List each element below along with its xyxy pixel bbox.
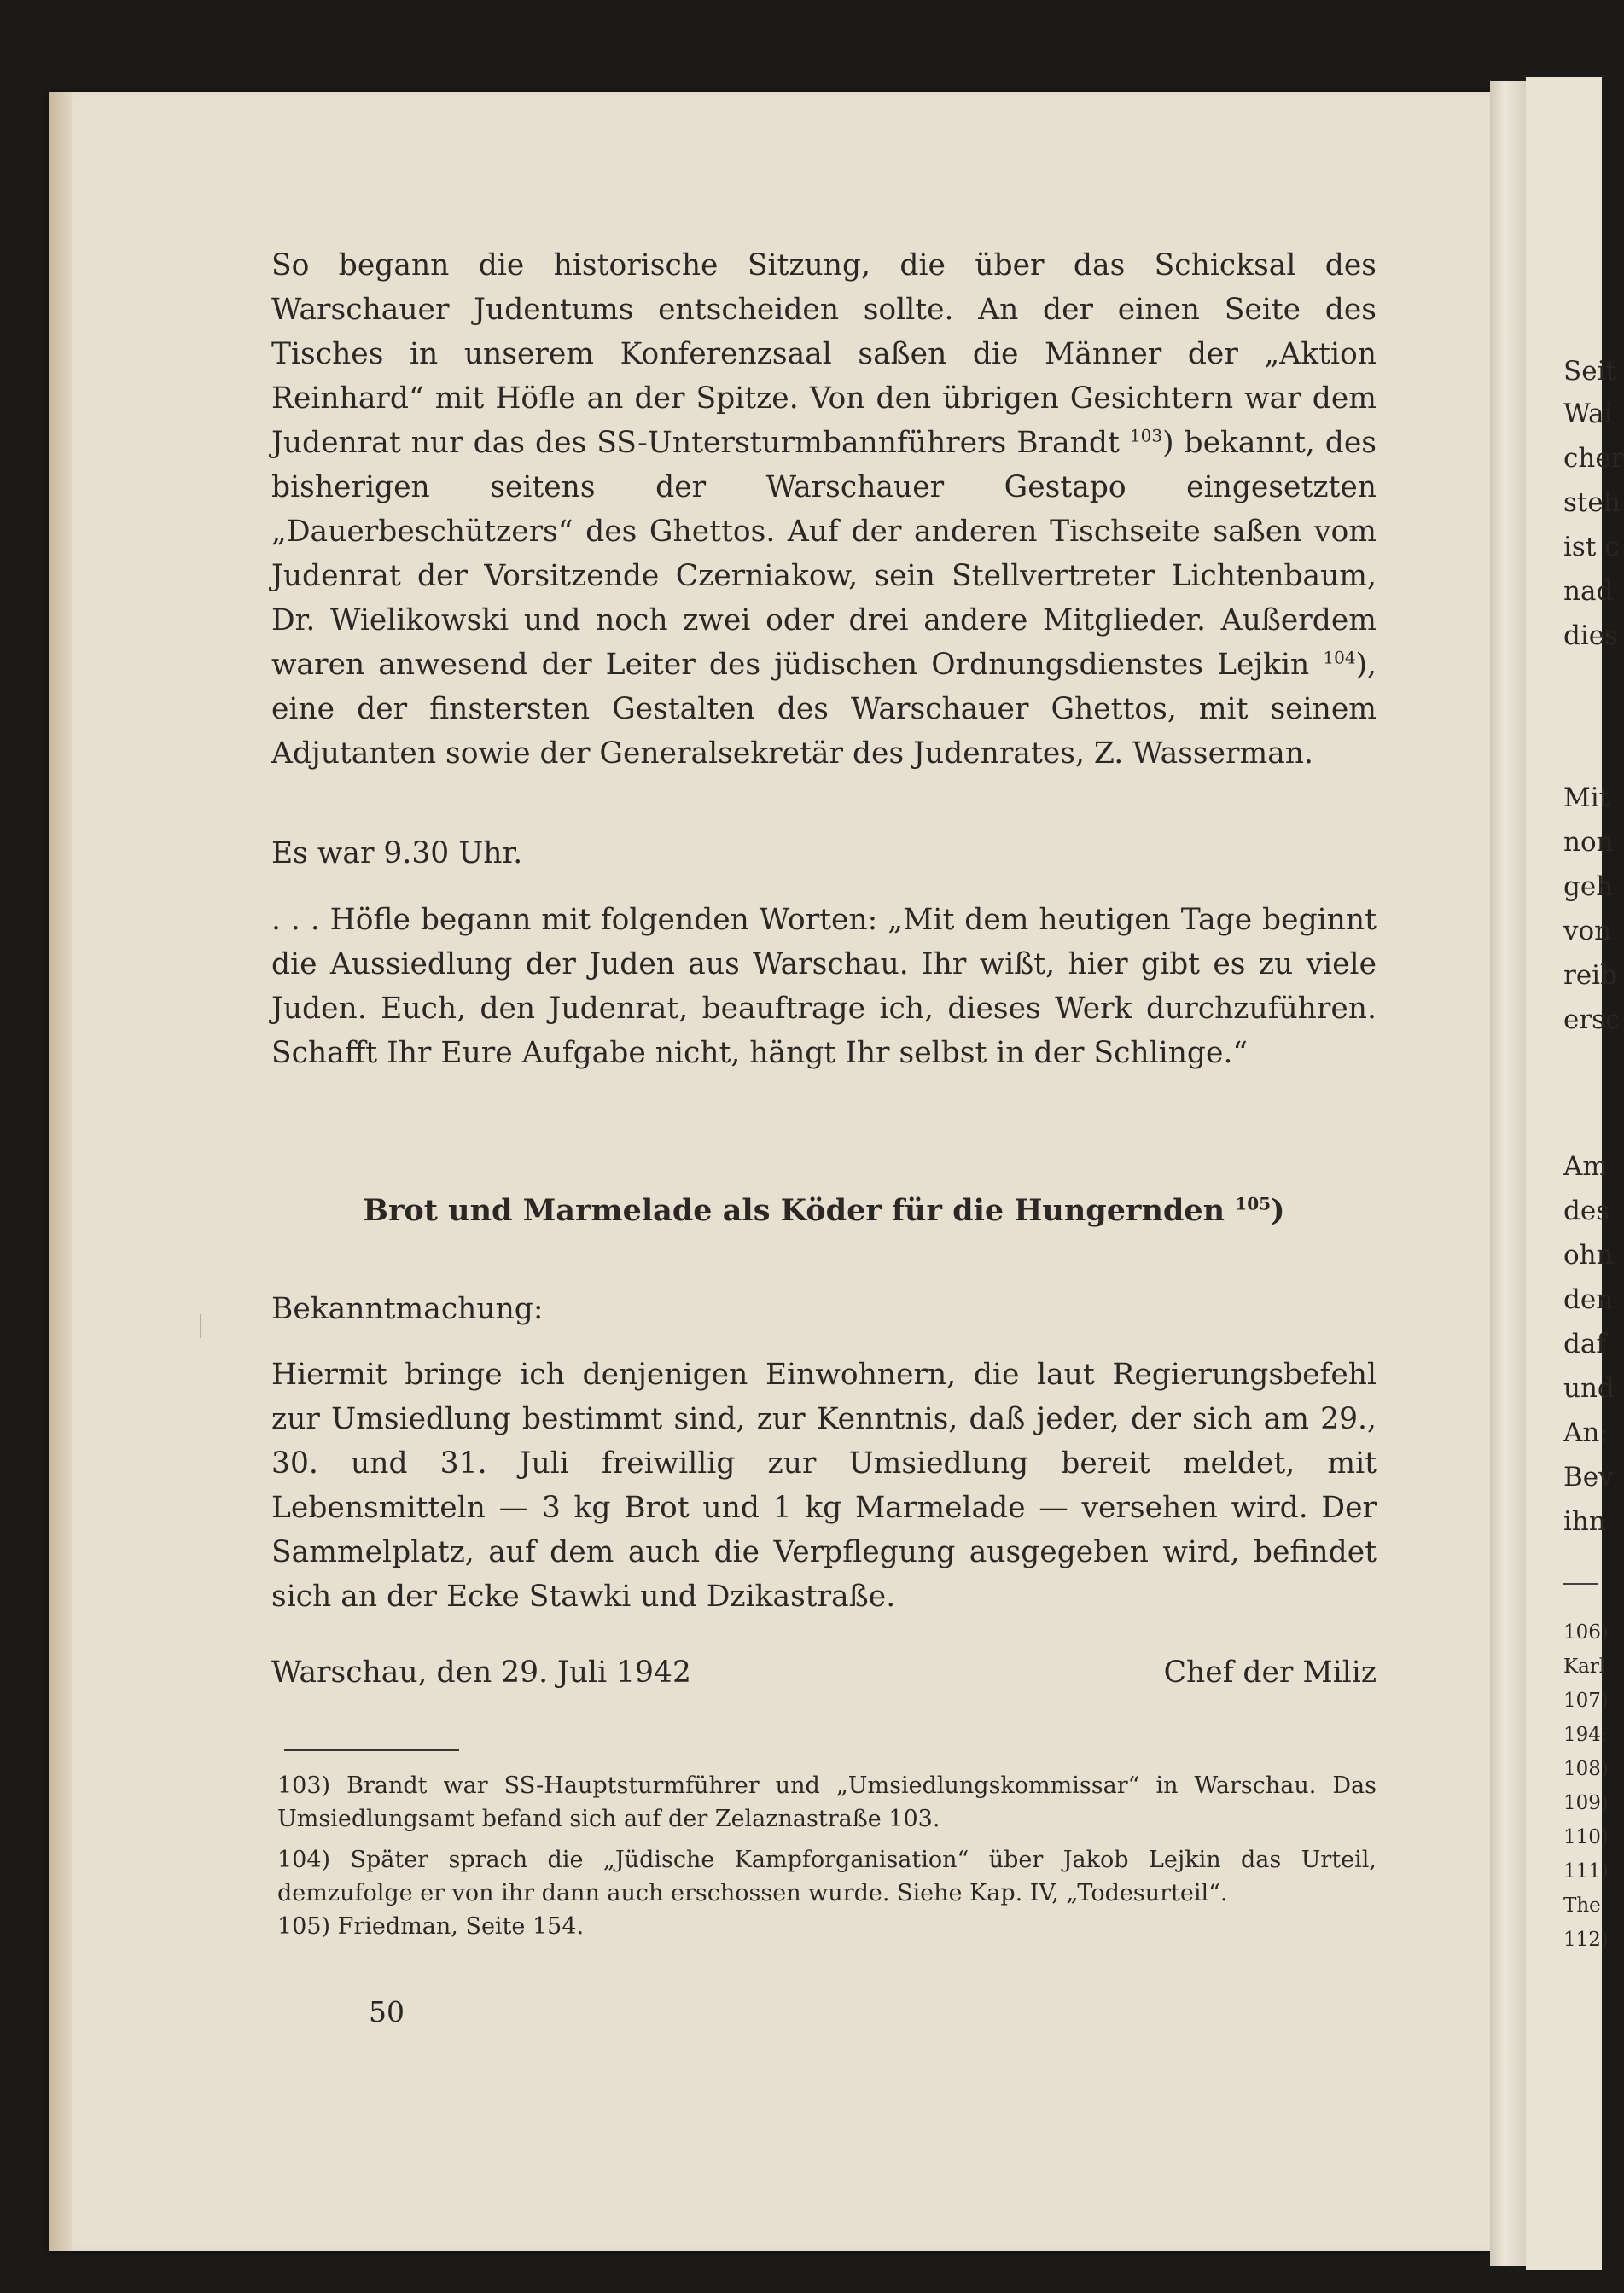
next-page-fragment: den	[1563, 1284, 1614, 1315]
next-page-fragment: und	[1563, 1373, 1615, 1404]
next-page-fragment: Seit	[1563, 356, 1616, 387]
signature-line	[271, 1656, 1377, 1690]
next-page-fragment: non	[1563, 827, 1614, 858]
next-page-fragment: The	[1563, 1894, 1601, 1917]
next-page-fragment: nad	[1563, 576, 1614, 607]
next-page-fragment: 106)	[1563, 1621, 1609, 1644]
section-heading	[271, 1193, 1377, 1228]
body-paragraph-time: Es war 9.30 Uhr.	[271, 836, 523, 870]
next-page-fragment: An:	[1563, 1417, 1609, 1448]
book-page-right-edge	[1526, 77, 1624, 2270]
footnote-ref: 104	[1323, 647, 1356, 668]
next-page-fragment: ist c	[1563, 532, 1620, 562]
heading-text: Brot und Marmelade als Köder für die Hungernden	[363, 1193, 1225, 1228]
next-page-fragment: Bev	[1563, 1462, 1614, 1493]
next-page-fragment: 107)	[1563, 1690, 1609, 1712]
next-page-fragment: Am	[1563, 1151, 1608, 1182]
footnote-103: 103) Brandt war SS-Hauptsturmführer und „Umsiedlungskommissar“ in Warschau. Das Umsiedlungsamt befand sich auf der Zelaznastraße 103.	[277, 1772, 1377, 1832]
notice-text: Hiermit bringe ich denjenigen Einwohnern, die laut Regierungsbefehl zur Umsiedlung bestimmt sind, zur Kenntnis, daß jeder, der sich am 29., 30. und 31. Juli freiwillig zur Umsiedlung bereit meldet, mit Lebensmitteln — 3 kg Brot und 1 kg Marmelade — versehen wird. Der Sammelplatz, auf dem auch die Verpflegung ausgegeben wird, befindet sich an der Ecke Stawki und Dzikastraße.	[271, 1358, 1377, 1614]
next-page-fragment: des	[1563, 1196, 1610, 1226]
next-page-fragment: ohn	[1563, 1240, 1614, 1271]
next-page-fragment: 108)	[1563, 1758, 1609, 1780]
next-page-fragment: geh	[1563, 871, 1614, 902]
next-page-fragment: 110)	[1563, 1826, 1609, 1848]
heading-paren: )	[1271, 1193, 1285, 1228]
next-page-fragment: 112)	[1563, 1929, 1609, 1951]
next-page-fragment: Karl	[1563, 1656, 1606, 1678]
footnote-ref: 103	[1129, 425, 1163, 446]
footnote-rule	[284, 1749, 459, 1751]
next-page-fragment: reib	[1563, 960, 1617, 991]
next-page-fragment: cher	[1563, 443, 1624, 474]
next-page-fragment: steh	[1563, 487, 1621, 518]
footnote-105: 105) Friedman, Seite 154.	[277, 1913, 585, 1940]
notice-label: Bekanntmachung:	[271, 1292, 544, 1326]
sign-name: Chef der Miliz	[1163, 1656, 1377, 1690]
body-paragraph-meeting	[271, 243, 1377, 776]
next-page-footnote-rule	[1563, 1583, 1598, 1585]
para-text: So begann die historische Sitzung, die über das Schicksal des Warschauer Judentums entscheiden sollte. An der einen Seite des Tisches in unserem Konferenzsaal saßen die Männer der „Aktion Reinhard“ mit Höfle an der Spitze. Von den übrigen Gesichtern war dem Judenrat nur das des SS-Untersturmbannführers Brandt	[271, 248, 1377, 460]
sign-place-date: Warschau, den 29. Juli 1942	[271, 1656, 691, 1690]
pencil-mark	[200, 1314, 201, 1338]
next-page-fragment: 111)	[1563, 1860, 1609, 1883]
footnote-ref: 105	[1235, 1193, 1272, 1214]
footnote-104: 104) Später sprach die „Jüdische Kampforganisation“ über Jakob Lejkin das Urteil, demzufolge er von ihr dann auch erschossen wurde. Siehe Kap. IV, „Todesurteil“.	[277, 1847, 1377, 1906]
next-page-fragment: ersc	[1563, 1004, 1621, 1035]
next-page-fragment: ihn	[1563, 1506, 1606, 1537]
next-page-fragment: 194:	[1563, 1724, 1608, 1746]
next-page-fragment: Wai	[1563, 399, 1613, 429]
next-page-fragment: Mit	[1563, 783, 1610, 813]
body-paragraph-speech: . . . Höfle begann mit folgenden Worten: „Mit dem heutigen Tage beginnt die Aussiedlung der Juden aus Warschau. Ihr wißt, hier gibt es zu viele Juden. Euch, den Judenrat, beauftrage ich, dieses Werk durchzuführen. Schafft Ihr Eure Aufgabe nicht, hängt Ihr selbst in der Schlinge.“	[271, 903, 1377, 1070]
page-number: 50	[369, 1995, 405, 2028]
para-text: ) bekannt, des bisherigen seitens der Warschauer Gestapo eingesetzten „Dauerbeschützers“ des Ghettos. Auf der anderen Tischseite saßen vom Judenrat der Vorsitzende Czerniakow, sein Stellvertreter Lichtenbaum, Dr. Wielikowski und noch zwei oder drei andere Mitglieder. Außerdem waren anwesend der Leiter des jüdischen Ordnungsdienstes Lejkin	[271, 426, 1377, 682]
next-page-fragment: dies	[1563, 620, 1619, 651]
book-gutter	[1490, 81, 1526, 2266]
para-text: ), eine der finstersten Gestalten des Warschauer Ghettos, mit seinem Adjutanten sowie der Generalsekretär des Judenrates, Z. Wasserman.	[271, 648, 1377, 771]
next-page-fragment: von	[1563, 916, 1612, 946]
next-page-fragment: daf	[1563, 1329, 1606, 1359]
next-page-fragment: 109)	[1563, 1792, 1609, 1814]
